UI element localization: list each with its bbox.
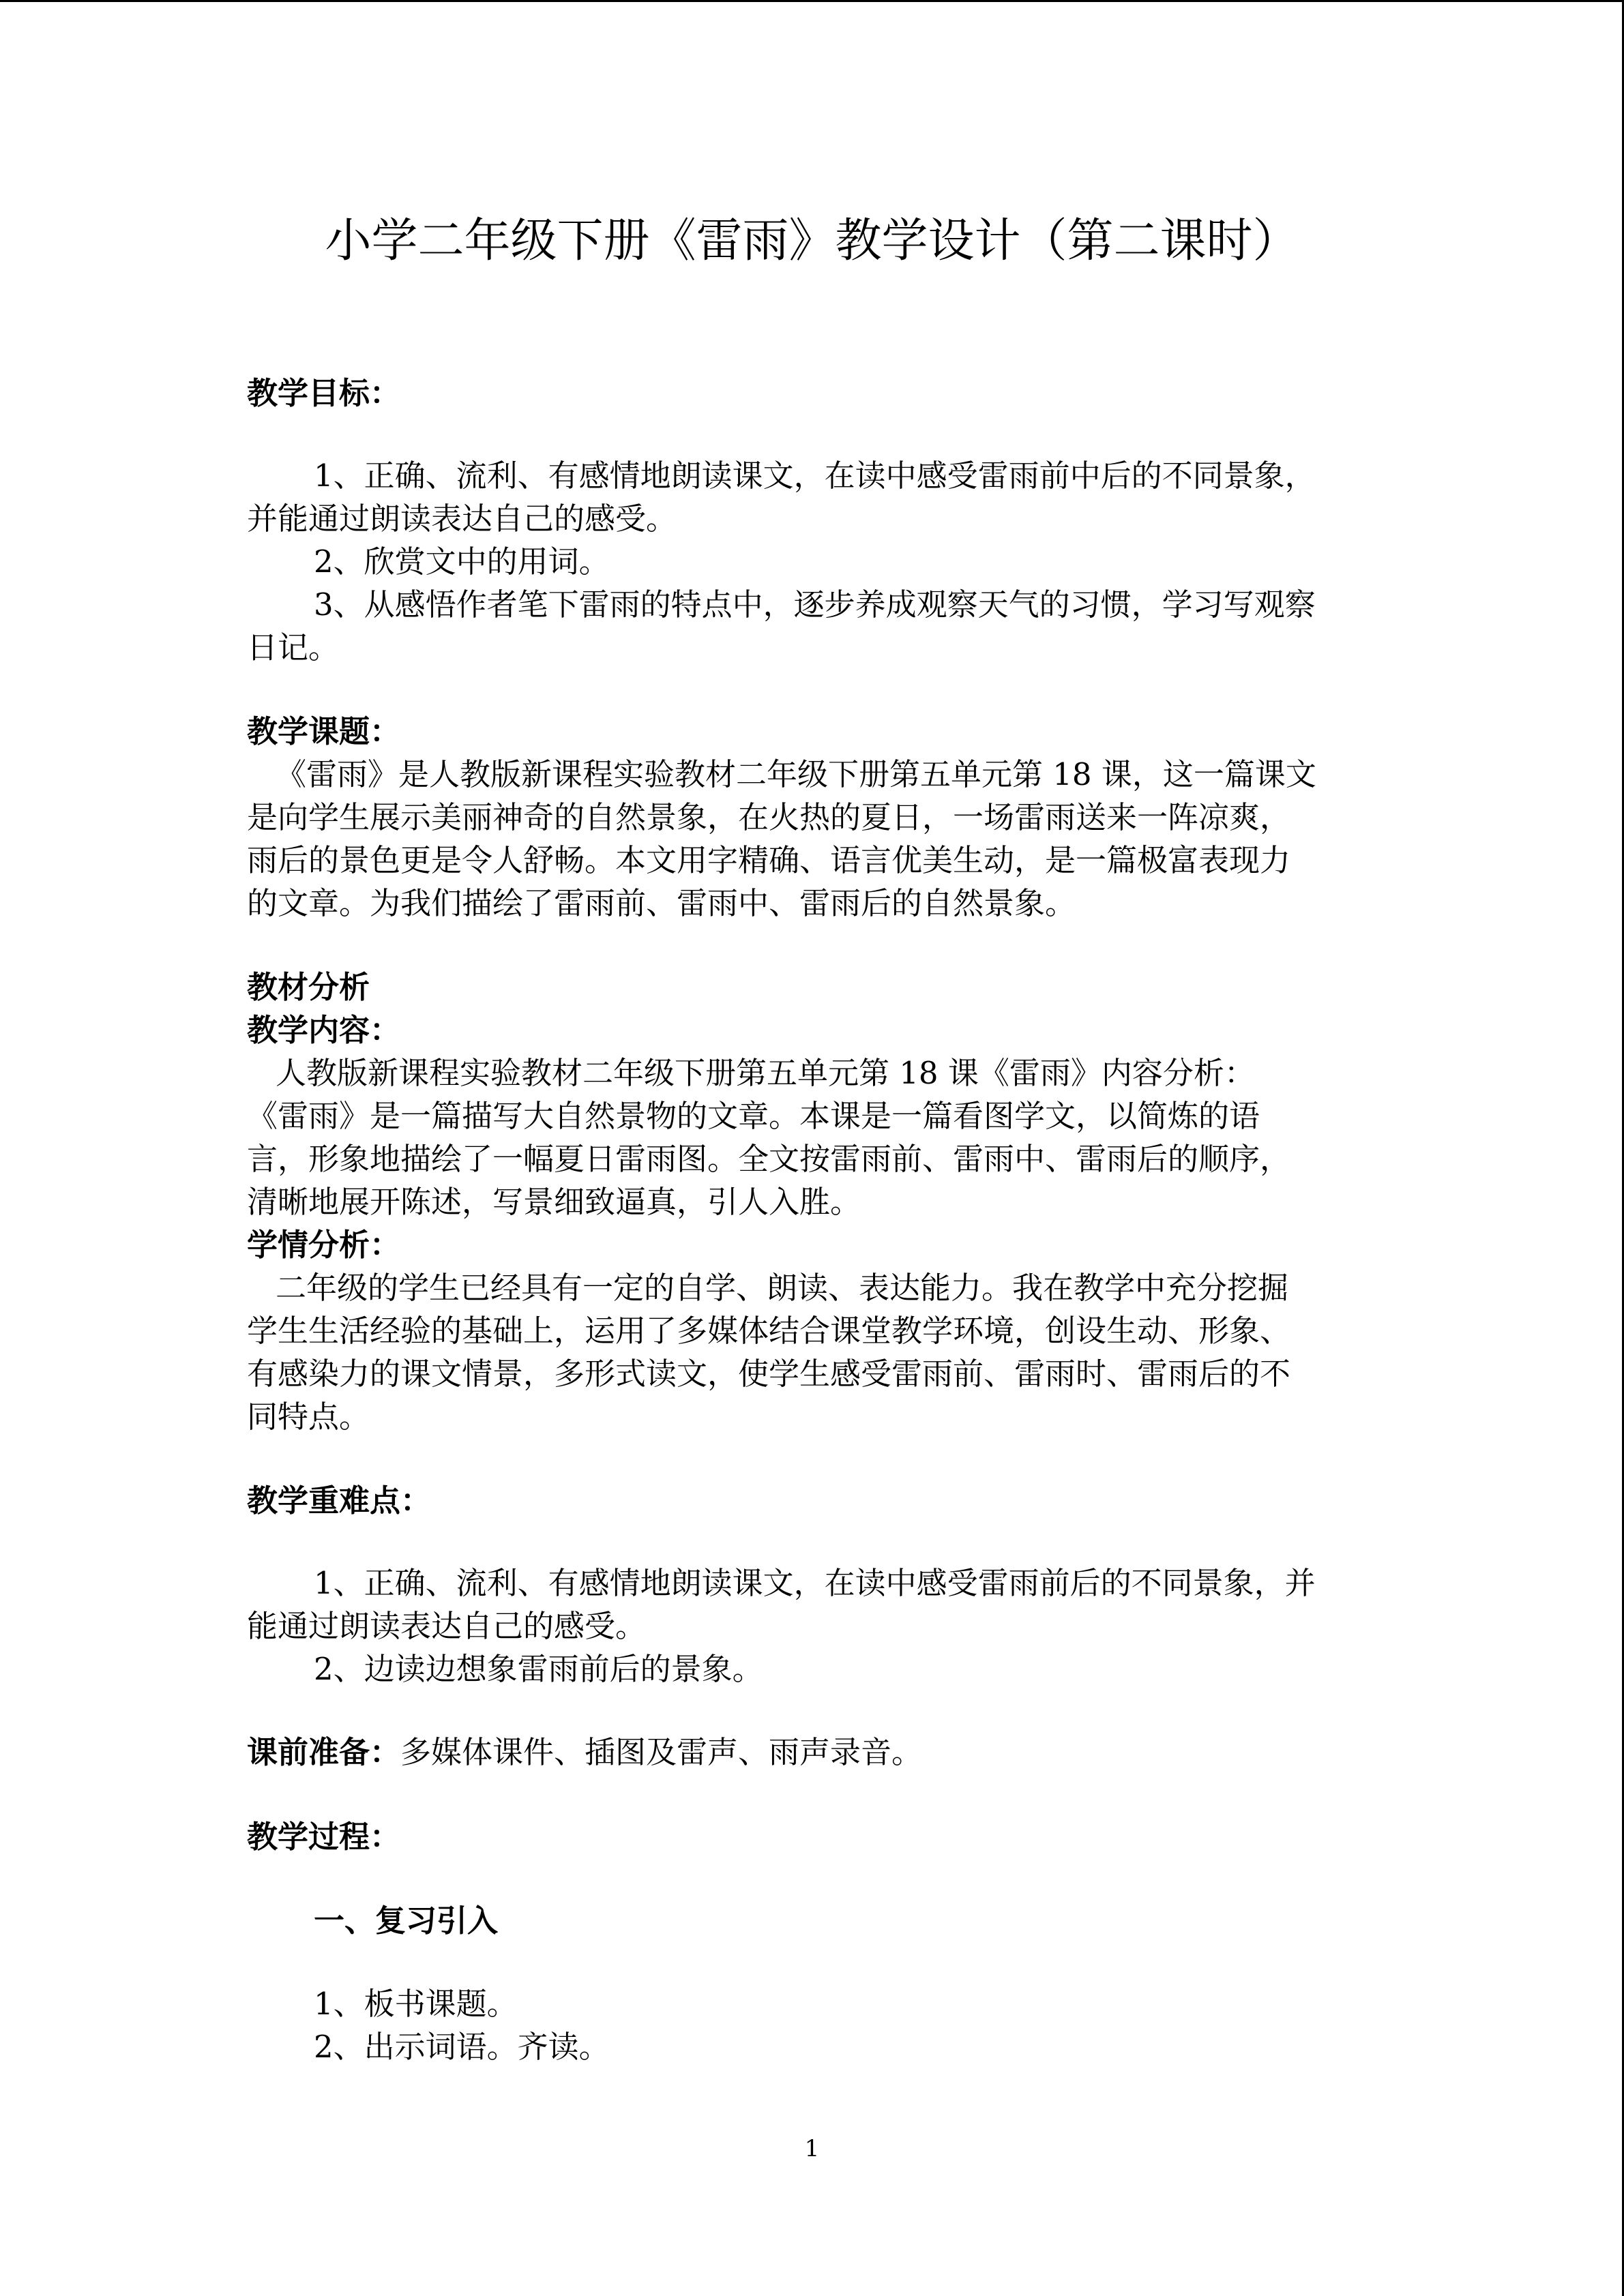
topic-line: 《雷雨》是人教版新课程实验教材二年级下册第五单元第 18 课，这一篇课文: [276, 756, 1316, 792]
content-line: 清晰地展开陈述，写景细致逼真，引人入胜。: [247, 1184, 861, 1220]
goal-item-1-line-1: 1、正确、流利、有感情地朗读课文，在读中感受雷雨前中后的不同景象，: [314, 458, 1316, 494]
content-heading: 教学内容：: [247, 1012, 401, 1048]
goals-heading: 教学目标：: [247, 375, 401, 411]
key-point-1-line-2: 能通过朗读表达自己的感受。: [247, 1608, 647, 1644]
key-point-2: 2、边读边想象雷雨前后的景象。: [314, 1651, 763, 1687]
topic-heading: 教学课题：: [247, 713, 401, 749]
process-step-1: 1、板书课题。: [314, 1986, 518, 2022]
content-line: 人教版新课程实验教材二年级下册第五单元第 18 课《雷雨》内容分析：: [276, 1055, 1255, 1091]
goal-item-1-line-2: 并能通过朗读表达自己的感受。: [247, 501, 677, 537]
content-line: 言，形象地描绘了一幅夏日雷雨图。全文按雷雨前、雷雨中、雷雨后的顺序，: [247, 1141, 1291, 1177]
goal-item-2: 2、欣赏文中的用词。: [314, 543, 610, 580]
goal-item-3-line-1: 3、从感悟作者笔下雷雨的特点中，逐步养成观察天气的习惯，学习写观察: [314, 586, 1316, 623]
prep-label: 课前准备：: [247, 1734, 401, 1770]
student-analysis-line: 二年级的学生已经具有一定的自学、朗读、表达能力。我在教学中充分挖掘: [276, 1270, 1289, 1306]
goal-item-3-line-2: 日记。: [247, 629, 340, 666]
topic-line: 雨后的景色更是令人舒畅。本文用字精确、语言优美生动，是一篇极富表现力: [247, 842, 1291, 878]
prep-paragraph: [247, 1731, 1379, 1774]
process-section-1-heading: 一、复习引入: [314, 1903, 499, 1939]
topic-line: 的文章。为我们描绘了雷雨前、雷雨中、雷雨后的自然景象。: [247, 885, 1076, 921]
key-point-1-line-1: 1、正确、流利、有感情地朗读课文，在读中感受雷雨前后的不同景象，并: [314, 1565, 1316, 1601]
process-heading: 教学过程：: [247, 1819, 401, 1855]
analysis-heading: 教材分析: [247, 969, 370, 1005]
student-analysis-line: 同特点。: [247, 1399, 370, 1435]
student-analysis-line: 有感染力的课文情景，多形式读文，使学生感受雷雨前、雷雨时、雷雨后的不: [247, 1356, 1291, 1392]
process-step-2: 2、出示词语。齐读。: [314, 2029, 610, 2065]
topic-line: 是向学生展示美丽神奇的自然景象，在火热的夏日，一场雷雨送来一阵凉爽，: [247, 799, 1291, 835]
student-analysis-line: 学生生活经验的基础上，运用了多媒体结合课堂教学环境，创设生动、形象、: [247, 1313, 1291, 1349]
page-number: 1: [804, 2135, 820, 2162]
prep-text: 多媒体课件、插图及雷声、雨声录音。: [400, 1734, 923, 1770]
student-analysis-heading: 学情分析：: [247, 1227, 401, 1263]
document-title: 小学二年级下册《雷雨》教学设计（第二课时）: [325, 214, 1299, 268]
key-points-heading: 教学重难点：: [247, 1482, 432, 1519]
content-line: 《雷雨》是一篇描写大自然景物的文章。本课是一篇看图学文，以简炼的语: [247, 1098, 1260, 1134]
